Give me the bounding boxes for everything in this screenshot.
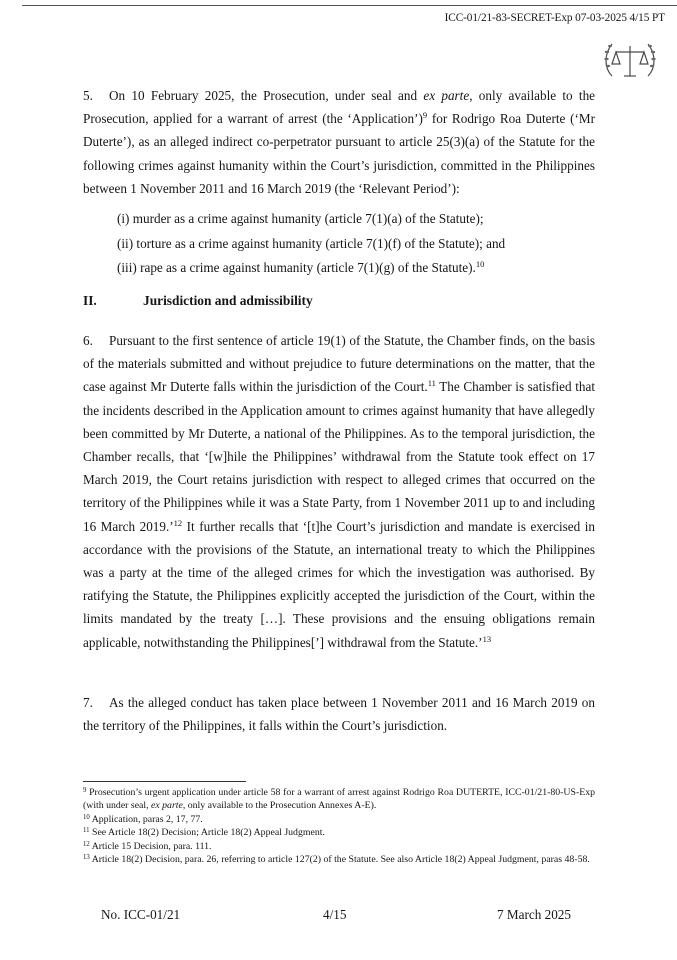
footnote: $^{11}$ See Article 18(2) Decision; Article 18(2) Appeal Judgment. <box>83 827 325 839</box>
paragraph-number: 5. <box>83 88 93 103</box>
section-title: Jurisdiction and admissibility <box>143 293 313 308</box>
paragraph-italic: ex parte <box>423 88 470 103</box>
footnote: $^{13}$ Article 18(2) Decision, para. 26, referring to article 127(2) of the Statute. See also Article 18(2) Appeal Judgment, paras 48-58. <box>83 854 590 866</box>
footnote-ref: 11 <box>427 378 436 389</box>
list-item: (i) murder as a crime against humanity (article 7(1)(a) of the Statute); <box>117 211 484 226</box>
crimes-list <box>117 207 597 281</box>
footnotes <box>83 786 595 866</box>
footnote-separator <box>83 781 246 782</box>
footnote-ref: 10 <box>475 259 485 269</box>
paragraph-number: 7. <box>83 695 93 710</box>
footnote-ref: 12 <box>173 517 183 528</box>
section-number: II. <box>83 293 97 308</box>
header-rule <box>22 5 677 6</box>
paragraph-6 <box>83 329 595 654</box>
footer-date: 7 March 2025 <box>497 907 571 922</box>
paragraph-number: 6. <box>83 333 93 348</box>
paragraph-text: The Chamber is satisfied that the incidents described in the Application amount to crimes against humanity that have allegedly been committed by Mr Duterte, a national of the Philippines. As to the temporal jurisdiction, the Chamber recalls, that ‘[w]hile the Philippines’ withdrawal from the Statute took effect on 17 March 2019, the Court retains jurisdiction with respect to alleged crimes that occurred on the territory of the Philippines while it was a State Party, from 1 November 2011 up to and including 16 March 2019.’ <box>83 379 595 534</box>
paragraph-5 <box>83 84 595 200</box>
paragraph-text: As the alleged conduct has taken place between 1 November 2011 and 16 March 2019 on the territory of the Philippines, it falls within the Court’s jurisdiction. <box>83 695 595 734</box>
section-heading <box>83 293 313 309</box>
paragraph-7 <box>83 691 595 737</box>
paragraph-text: , only available to the Prosecution, applied for a warrant of arrest (the ‘Application’) <box>83 88 596 127</box>
document-reference: ICC-01/21-83-SECRET-Exp 07-03-2025 4/15 PT <box>444 12 665 24</box>
footnote: $^{12}$ Article 15 Decision, para. 111. <box>83 840 212 852</box>
footer-page-number: 4/15 <box>323 907 347 922</box>
footer-case-number: No. ICC-01/21 <box>101 907 181 922</box>
icc-scales-laurel-logo <box>602 36 658 84</box>
list-item: (iii) rape as a crime against humanity (article 7(1)(g) of the Statute).$^{10}$ <box>117 259 485 275</box>
footnote: $^{10}$ Application, paras 2, 17, 77. <box>83 813 203 825</box>
paragraph-text: On 10 February 2025, the Prosecution, under seal and <box>109 88 424 103</box>
footnote-ref: 13 <box>482 633 492 644</box>
footnote: $^9$ Prosecution’s urgent application under article 58 for a warrant of arrest against Rodrigo Roa DUTERTE, ICC-01/21-80-US-Exp (with under seal, ex parte, only available to the Prosecution Annexes A-E). <box>83 787 595 812</box>
paragraph-text: Pursuant to the first sentence of article 19(1) of the Statute, the Chamber finds, on the basis of the materials submitted and without prejudice to future determinations on the matter, that the case against Mr Duterte falls within the jurisdiction of the Court. <box>83 333 595 395</box>
footnote-ref: 9 <box>422 110 428 121</box>
paragraph-text: It further recalls that ‘[t]he Court’s jurisdiction and mandate is exercised in accordance with the provisions of the Statute, an international treaty to which the Philippines was a party at the time of the alleged crimes for which the investigation was authorised. By ratifying the Statute, the Philippines explicitly accepted the jurisdiction of the Court, within the limits mandated by the treaty […]. These provisions and the ensuing obligations remain applicable, notwithstanding the Philippines[’] withdrawal from the Statute.’ <box>83 518 595 650</box>
paragraph-text: for Rodrigo Roa Duterte (‘Mr Duterte’), as an alleged indirect co-perpetrator pursuant to article 25(3)(a) of the Statute for the following crimes against humanity within the Court’s jurisdiction, committed in the Philippines between 1 November 2011 and 16 March 2019 (the ‘Relevant Period’): <box>83 111 595 196</box>
list-item: (ii) torture as a crime against humanity (article 7(1)(f) of the Statute); and <box>117 235 506 251</box>
